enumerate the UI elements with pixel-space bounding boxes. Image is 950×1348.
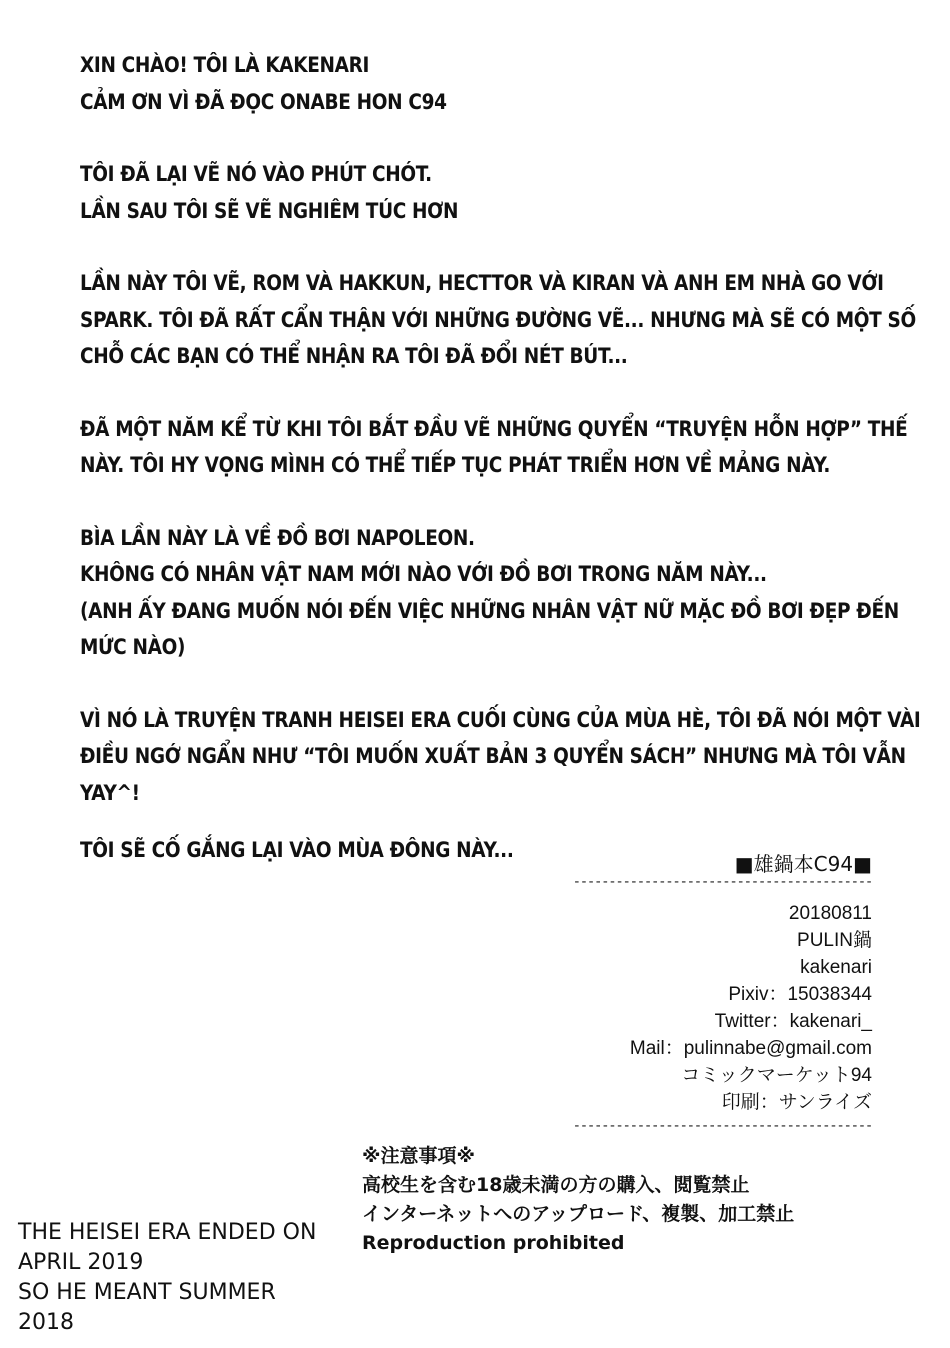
- text-line: VÌ NÓ LÀ TRUYỆN TRANH HEISEI ERA CUỐI CÙNG CỦA MÙA HÈ, TÔI ĐÃ NÓI MỘT VÀI: [80, 707, 921, 733]
- text-line: MỨC NÀO): [80, 635, 186, 660]
- text-line: CẢM ƠN VÌ ĐÃ ĐỌC ONABE HON C94: [80, 89, 447, 115]
- notice-block: [362, 1142, 794, 1258]
- colophon-circle: PULIN鍋: [797, 930, 872, 951]
- colophon-pixiv: Pixiv：15038344: [728, 984, 872, 1005]
- divider-bottom: ------------------------------------------: [572, 1118, 872, 1134]
- text-line: ĐÃ MỘT NĂM KỂ TỪ KHI TÔI BẮT ĐẦU VẼ NHỮNG QUYỂN “TRUYỆN HỖN HỢP” THẾ: [80, 416, 908, 442]
- tl-note-line: SO HE MEANT SUMMER: [18, 1280, 276, 1305]
- paragraph-characters: [80, 266, 916, 376]
- colophon-title: ■雄鍋本C94■: [734, 852, 872, 876]
- paragraph-greeting: [80, 48, 854, 121]
- text-line: TÔI ĐÃ LẠI VẼ NÓ VÀO PHÚT CHÓT.: [80, 162, 432, 187]
- text-line: BÌA LẦN NÀY LÀ VỀ ĐỒ BƠI NAPOLEON.: [80, 525, 475, 551]
- notice-heading: ※注意事項※: [362, 1145, 475, 1167]
- notice-upload-restriction: インターネットへのアップロード、複製、加工禁止: [362, 1203, 795, 1225]
- text-line: NÀY. TÔI HY VỌNG MÌNH CÓ THỂ TIẾP TỤC PHÁT TRIỂN HƠN VỀ MẢNG NÀY.: [80, 453, 831, 478]
- tl-note-line: 2018: [18, 1310, 74, 1335]
- colophon-mail: Mail：pulinnabe@gmail.com: [629, 1038, 872, 1059]
- paragraph-cover: [80, 521, 899, 667]
- text-line: CHỖ CÁC BẠN CÓ THỂ NHẬN RA TÔI ĐÃ ĐỔI NÉT BÚT...: [80, 344, 628, 369]
- text-line: SPARK. TÔI ĐÃ RẤT CẨN THẬN VỚI NHỮNG ĐƯỜNG VẼ... NHƯNG MÀ SẼ CÓ MỘT SỐ: [80, 307, 916, 333]
- colophon-date: 20180811: [788, 903, 872, 924]
- colophon-event: コミックマーケット94: [681, 1065, 872, 1086]
- paragraph-last-minute: [80, 157, 854, 230]
- colophon-author: kakenari: [800, 957, 872, 978]
- colophon: [630, 900, 872, 1116]
- tl-note-line: APRIL 2019: [18, 1250, 144, 1275]
- closing-line: TÔI SẼ CỐ GẮNG LẠI VÀO MÙA ĐÔNG NÀY...: [80, 838, 514, 863]
- colophon-printer: 印刷：サンライズ: [721, 1092, 872, 1113]
- text-line: ĐIỀU NGỚ NGẨN NHƯ “TÔI MUỐN XUẤT BẢN 3 QUYỂN SÁCH” NHƯNG MÀ TÔI VẪN: [80, 744, 906, 769]
- divider-top: ------------------------------------------: [572, 874, 872, 890]
- colophon-twitter: Twitter：kakenari_: [714, 1011, 872, 1032]
- tl-note-line: THE HEISEI ERA ENDED ON: [18, 1220, 317, 1245]
- text-line: LẦN SAU TÔI SẼ VẼ NGHIÊM TÚC HƠN: [80, 198, 459, 224]
- notice-age-restriction: 高校生を含む18歳未満の方の購入、閲覧禁止: [362, 1174, 750, 1196]
- text-line: KHÔNG CÓ NHÂN VẬT NAM MỚI NÀO VỚI ĐỒ BƠI TRONG NĂM NÀY...: [80, 562, 767, 587]
- afterword-body: [80, 48, 921, 848]
- text-line: YAY^!: [80, 780, 140, 806]
- paragraph-one-year: [80, 412, 908, 485]
- text-line: (ANH ẤY ĐANG MUỐN NÓI ĐẾN VIỆC NHỮNG NHÂN VẬT NỮ MẶC ĐỒ BƠI ĐẸP ĐẾN: [80, 598, 899, 624]
- paragraph-heisei: [80, 703, 921, 813]
- translator-note: [18, 1218, 316, 1338]
- text-line: XIN CHÀO! TÔI LÀ KAKENARI: [80, 53, 370, 78]
- text-line: LẦN NÀY TÔI VẼ, ROM VÀ HAKKUN, HECTTOR VÀ KIRAN VÀ ANH EM NHÀ GO VỚI: [80, 271, 884, 296]
- notice-reproduction: Reproduction prohibited: [362, 1232, 625, 1254]
